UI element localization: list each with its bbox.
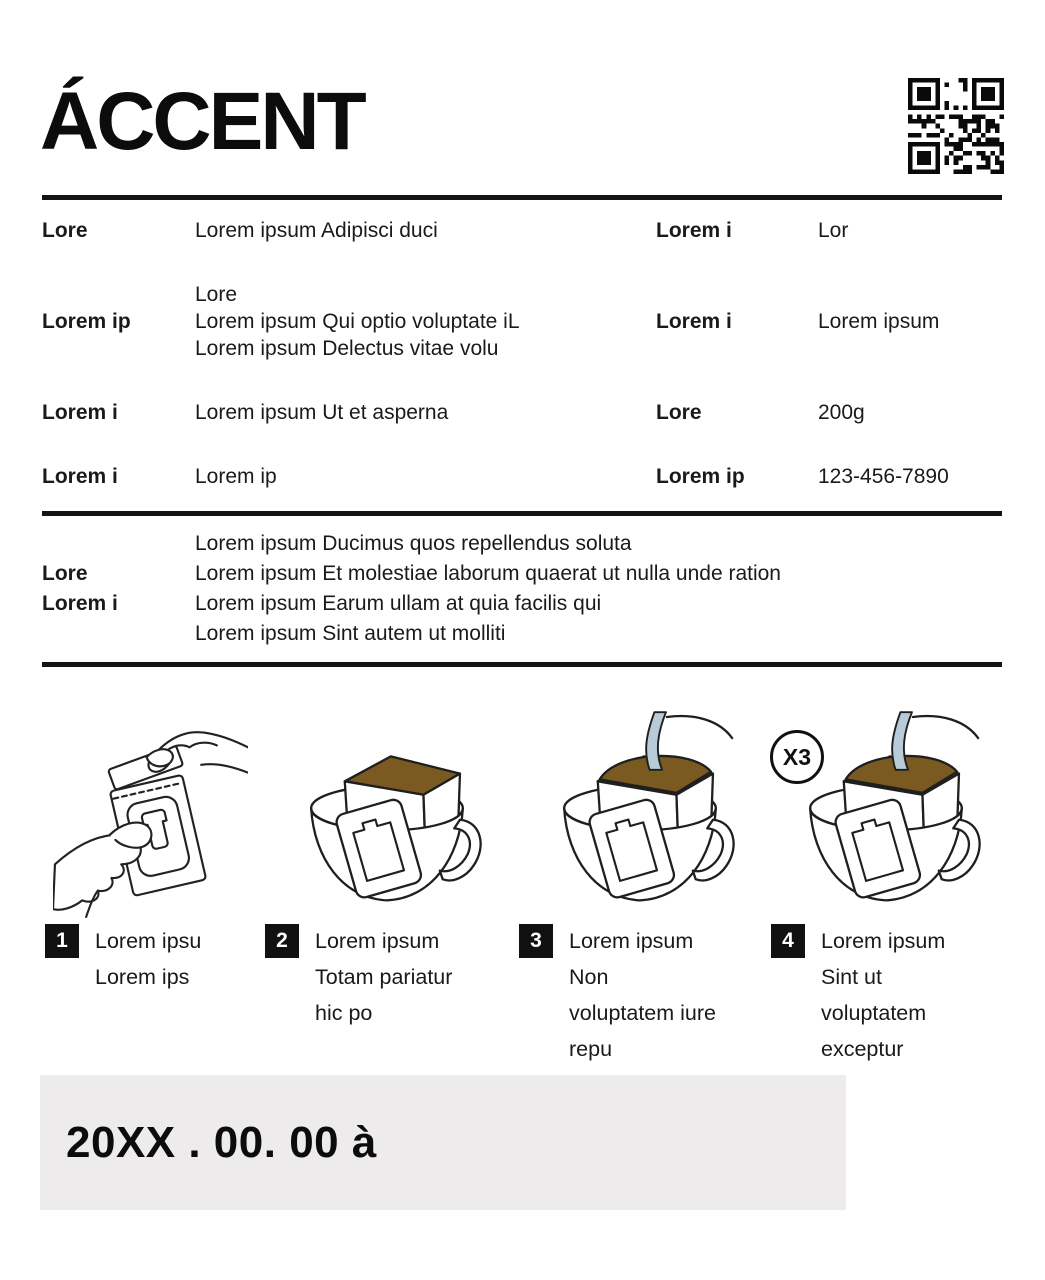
step-2: [260, 700, 514, 1067]
info-label: Lorem i: [656, 219, 732, 242]
info-value: 123-456-7890: [818, 465, 949, 488]
caption-line: Lorem ipsu: [95, 929, 202, 953]
step-caption: [514, 918, 766, 1067]
qr-code-icon: [908, 78, 1004, 174]
caption-line: voluptatem iure: [569, 1001, 716, 1025]
caption-line: voluptatem: [821, 1001, 927, 1025]
expiry-date-text: 20XX . 00. 00 à: [66, 1117, 377, 1167]
step-caption: [260, 918, 514, 1031]
info-value-line: Lorem ipsum Qui optio voluptate iL: [195, 310, 520, 333]
description-value: [195, 529, 781, 649]
info-value-line: Lorem ipsum Delectus vitae volu: [195, 337, 499, 360]
info-label: Lorem i: [42, 401, 118, 424]
info-value: [195, 281, 656, 362]
cup-pour-drawing: [544, 708, 736, 918]
step-caption-text: [95, 923, 201, 995]
description-line: Lorem ipsum Ducimus quos repellendus soluta: [195, 532, 632, 555]
info-value: [195, 463, 656, 490]
step-caption-text: [821, 923, 945, 1067]
caption-line: Lorem ips: [95, 965, 190, 989]
description-line: Lorem ipsum Et molestiae laborum quaerat ut nulla unde ration: [195, 562, 781, 585]
x3-repeat-badge: X3: [770, 730, 824, 784]
product-info-table: [42, 195, 1002, 667]
info-value: 200g: [818, 401, 865, 424]
caption-line: Sint ut: [821, 965, 882, 989]
caption-line: repu: [569, 1037, 613, 1061]
info-value-line: Lorem ip: [195, 465, 277, 488]
caption-line: hic po: [315, 1001, 373, 1025]
info-label: Lore: [42, 219, 88, 242]
step-3: [514, 700, 766, 1067]
description-label: [42, 529, 195, 649]
tear-open-packet-illustration: [40, 700, 260, 918]
info-value-line: Lore: [195, 283, 238, 306]
info-label: Lorem i: [42, 465, 118, 488]
info-label: Lorem ip: [42, 310, 131, 333]
qr-code-svg: [908, 78, 1004, 174]
info-label: Lorem i: [656, 310, 732, 333]
caption-line: Non: [569, 965, 609, 989]
step-number-badge: 1: [45, 924, 79, 958]
description-label-line: Lore: [42, 562, 88, 585]
info-rows: [42, 200, 1002, 511]
step-4: [766, 700, 1005, 1067]
page-title: ÁCCENT: [40, 76, 364, 167]
hands-tearing-packet-drawing: [53, 718, 248, 918]
info-value: [195, 217, 656, 244]
info-value-line: Lorem ipsum Ut et asperna: [195, 401, 449, 424]
info-value: Lorem ipsum: [818, 310, 940, 333]
caption-line: Totam pariatur: [315, 965, 453, 989]
caption-line: exceptur: [821, 1037, 904, 1061]
step-caption: [766, 918, 1005, 1067]
step-1: [40, 700, 260, 1067]
step-number-badge: 4: [771, 924, 805, 958]
step-caption-text: [569, 923, 716, 1067]
pour-water-illustration: [514, 700, 766, 918]
date-bar: [40, 1075, 846, 1210]
info-label: Lorem ip: [656, 465, 745, 488]
step-number-badge: 2: [265, 924, 299, 958]
description-line: Lorem ipsum Sint autem ut molliti: [195, 622, 506, 645]
cup-drawing: [291, 708, 483, 918]
caption-line: Lorem ipsum: [315, 929, 440, 953]
drip-bag-on-cup-illustration: [260, 700, 514, 918]
description-label-line: Lorem i: [42, 592, 118, 615]
caption-line: Lorem ipsum: [569, 929, 694, 953]
description-line: Lorem ipsum Earum ullam at quia facilis qui: [195, 592, 602, 615]
info-label: Lore: [656, 401, 702, 424]
step-caption: [40, 918, 260, 995]
step-caption-text: [315, 923, 452, 1031]
step-number-badge: 3: [519, 924, 553, 958]
info-value: Lor: [818, 219, 849, 242]
info-value: [195, 399, 656, 426]
info-value-line: Lorem ipsum Adipisci duci: [195, 219, 438, 242]
caption-line: Lorem ipsum: [821, 929, 946, 953]
description-row: [42, 511, 1002, 667]
brew-instructions: [40, 700, 1005, 1067]
repeat-pour-illustration: [766, 700, 1005, 918]
